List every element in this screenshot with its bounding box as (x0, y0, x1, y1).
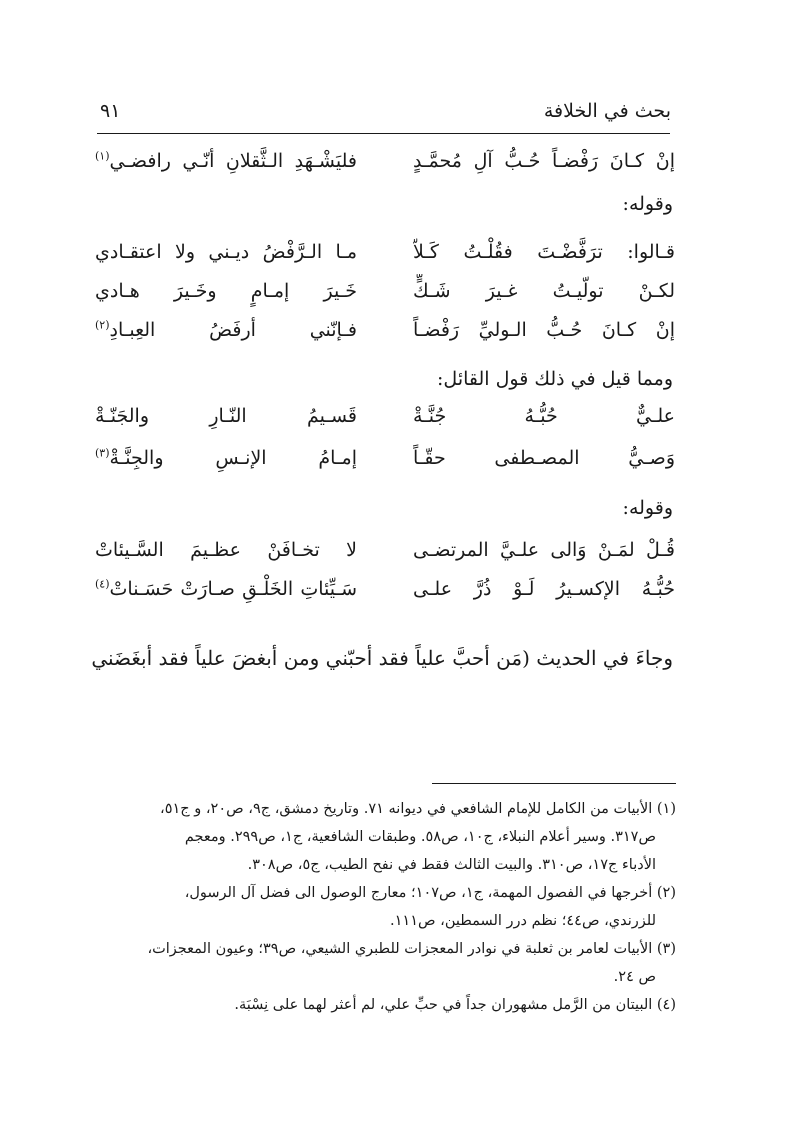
footnote-continuation-line: ص٣١٧. وسير أعلام النبلاء، ج١٠، ص٥٨. وطبقات الشافعية، ج١، ص٢٩٩. ومعجم (184, 829, 656, 845)
verse-row (95, 441, 675, 475)
footnote-continuation-line: الأدباء ج١٧، ص٣١٠. والبيت الثالث فقط في نفح الطيب، ج٥، ص٣٠٨. (247, 857, 656, 873)
verse-second-text: سَـيِّئاتِ الخَلْـقِ صـارَتْ حَسَـناتْ (109, 578, 357, 600)
intro-line: ومما قيل في ذلك قول القائل: (437, 368, 673, 390)
footnote-reference[interactable]: (٤) (95, 577, 110, 591)
verse-row (95, 144, 675, 178)
footnote-divider (432, 783, 676, 784)
verse-second-hemistich (95, 313, 357, 347)
running-header-title: بحث في الخلافة (543, 100, 671, 122)
footnote-continuation-line: ص ٢٤. (613, 969, 656, 985)
footnote-first-line: (٢) أخرجها في الفصول المهمة، ج١، ص١٠٧؛ معارج الوصول الى فضل آل الرسول، (184, 885, 676, 901)
hadith-line: وجاءَ في الحديث (مَن أحبَّ علياً فقد أحبّني ومن أبغضَ علياً فقد أبغَضَني (91, 646, 673, 670)
verse-second-hemistich (95, 399, 357, 433)
verse-row (95, 235, 675, 269)
footnote-reference[interactable]: (١) (95, 149, 110, 163)
verse-first-hemistich: حُبُّـهُ الإكسـيرُ لَـوْ ذُرَّ علـى (413, 578, 675, 600)
verse-first-hemistich: لكـنْ تولّيـتُ غـيرَ شَـكٍّ (413, 280, 675, 302)
verse-first-hemistich: قُـلْ لمَـنْ وَالى علـيَّ المرتضـى (413, 539, 675, 561)
page-number: ٩١ (100, 100, 121, 122)
verse-row (95, 533, 675, 567)
verse-row (95, 572, 675, 606)
footnotes-section (96, 795, 676, 1019)
verse-second-text: قَسـيمُ النّـارِ والجَنّـةْ (95, 405, 357, 427)
verse-second-hemistich (95, 533, 357, 567)
footnote-item (96, 879, 676, 935)
verse-second-text: مـا الـرَّفْضُ ديـني ولا اعتقـادي (95, 241, 357, 263)
verse-second-hemistich (95, 235, 357, 269)
intro-line: وقوله: (622, 497, 673, 519)
footnote-item (96, 795, 676, 879)
header-divider (97, 133, 670, 134)
intro-line: وقوله: (622, 193, 673, 215)
verse-first-hemistich: إنْ كـانَ رَفْضـاً حُـبُّ آلِ مُحمَّـدٍ (413, 150, 675, 172)
verse-second-text: فليَشْـهَدِ الـثَّقلانِ أنّـي رافضـي (109, 150, 357, 172)
verse-second-hemistich (95, 572, 357, 606)
verse-second-text: لا تخـافَنْ عظـيمَ السَّـيئاتْ (95, 539, 357, 561)
footnote-item (96, 991, 676, 1019)
footnote-reference[interactable]: (٣) (95, 446, 110, 460)
footnote-first-line: (١) الأبيات من الكامل للإمام الشافعي في ديوانه ٧١. وتاريخ دمشق، ج٩، ص٢٠، و ج٥١، (160, 801, 676, 817)
footnote-reference[interactable]: (٢) (95, 318, 110, 332)
footnote-first-line: (٣) الأبيات لعامر بن ثعلبة في نوادر المعجزات للطبري الشيعي، ص٣٩؛ وعيون المعجزات، (147, 941, 676, 957)
footnote-continuation-line: للزرندي، ص٤٤؛ نظم درر السمطين، ص١١١. (390, 913, 656, 929)
verse-first-hemistich: علـيٌّ حُبُّـهُ جُنَّـةْ (413, 405, 675, 427)
verse-second-hemistich (95, 274, 357, 308)
verse-second-text: فـإنّني أرفَضُ العِبـادِ (109, 319, 357, 341)
verse-row (95, 313, 675, 347)
footnote-first-line: (٤) البيتان من الرَّمل مشهوران جداً في حبِّ علي، لم أعثر لهما على نِسْبَة. (234, 997, 676, 1013)
footnote-item (96, 935, 676, 991)
verse-second-hemistich (95, 441, 357, 475)
verse-second-hemistich (95, 144, 357, 178)
verse-first-hemistich: إنْ كـانَ حُـبُّ الـوليِّ رَفْضـاً (413, 319, 675, 341)
verse-second-text: إمـامُ الإنـسِ والجِنَّـةْ (109, 447, 357, 469)
verse-first-hemistich: قـالوا: ترَفَّضْـتَ فقُلْـتُ كَـلاّ (413, 241, 675, 263)
verse-row (95, 274, 675, 308)
verse-first-hemistich: وَصـيُّ المصـطفى حقّـاً (413, 447, 675, 469)
verse-row (95, 399, 675, 433)
verse-second-text: خَـيرَ إمـامٍ وخَـيرَ هـادي (95, 280, 357, 302)
